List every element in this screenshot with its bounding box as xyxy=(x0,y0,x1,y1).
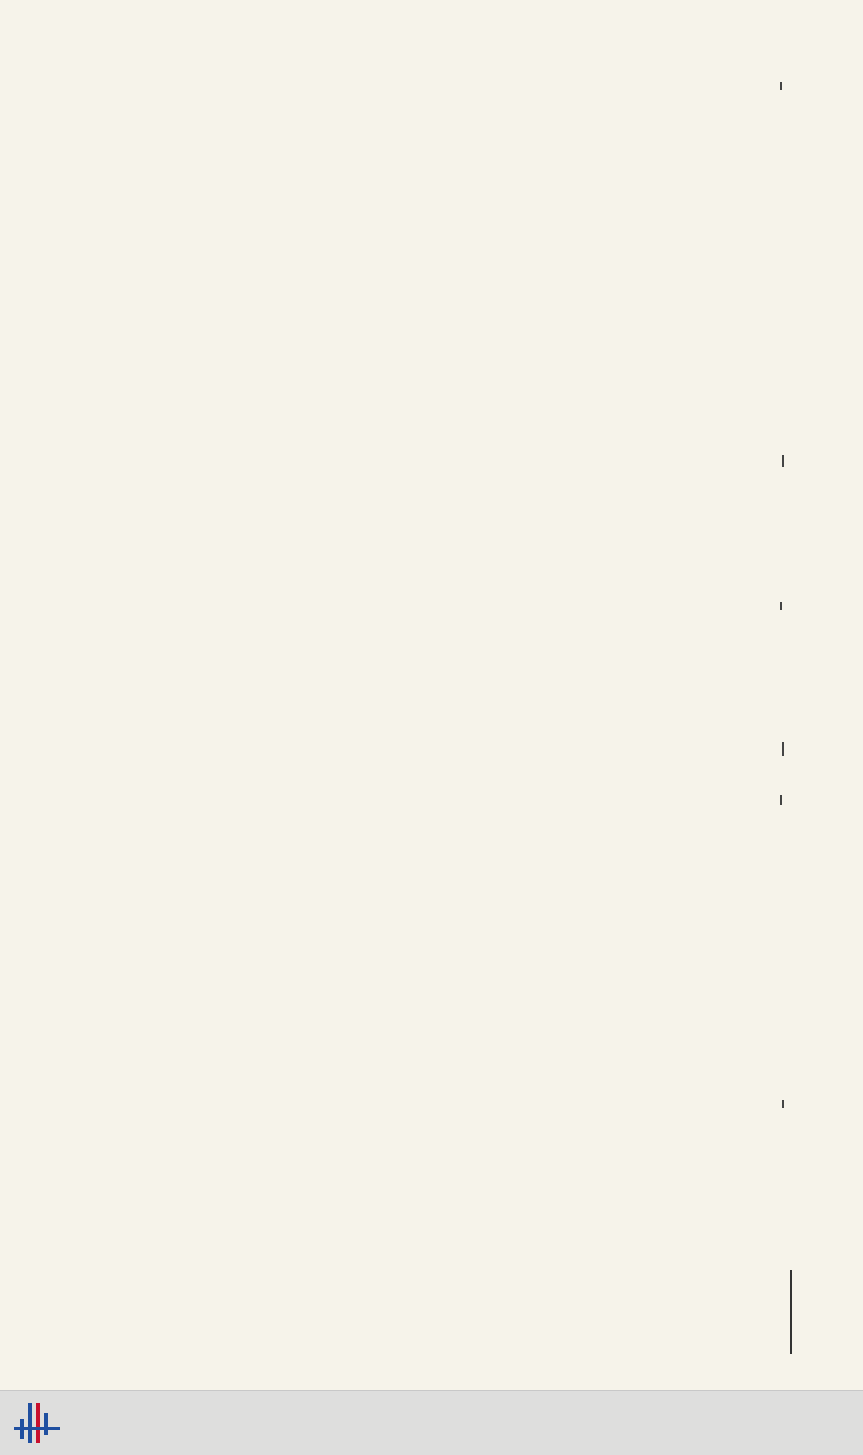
dfg-logo xyxy=(759,1397,855,1451)
text-line xyxy=(6,575,658,595)
paragraph-2-last-line xyxy=(6,594,658,614)
text-line xyxy=(6,475,658,495)
text-line xyxy=(6,396,658,416)
paragraph-1-last-line xyxy=(6,179,658,199)
text-line xyxy=(6,297,658,317)
margin-mark xyxy=(780,602,782,610)
text-line xyxy=(6,277,658,297)
text-line xyxy=(6,555,658,575)
paragraph-2 xyxy=(6,237,658,594)
text-line xyxy=(6,317,658,337)
section-separator xyxy=(6,199,658,237)
text-line xyxy=(6,535,658,555)
text-line xyxy=(6,456,658,476)
scan-edge-line xyxy=(790,1270,792,1354)
text-line xyxy=(6,356,658,376)
text-line xyxy=(6,140,658,160)
margin-mark xyxy=(782,1100,784,1108)
text-line xyxy=(6,336,658,356)
text-line xyxy=(6,376,658,396)
body-text xyxy=(6,100,658,614)
paragraph-1 xyxy=(6,100,658,179)
text-line xyxy=(6,436,658,456)
margin-mark xyxy=(780,795,782,805)
margin-mark xyxy=(782,455,784,467)
text-line xyxy=(6,416,658,436)
text-line xyxy=(6,515,658,535)
running-header xyxy=(0,58,660,88)
text-line xyxy=(6,237,658,257)
text-line xyxy=(6,495,658,515)
margin-marks xyxy=(770,0,810,1390)
margin-mark xyxy=(780,82,782,90)
ub-freiburg-logo-icon xyxy=(14,1399,60,1447)
text-line xyxy=(6,257,658,277)
text-line xyxy=(6,160,658,180)
margin-mark xyxy=(782,742,784,756)
text-line xyxy=(6,100,658,120)
text-line xyxy=(6,120,658,140)
viewer-footer xyxy=(0,1390,863,1455)
